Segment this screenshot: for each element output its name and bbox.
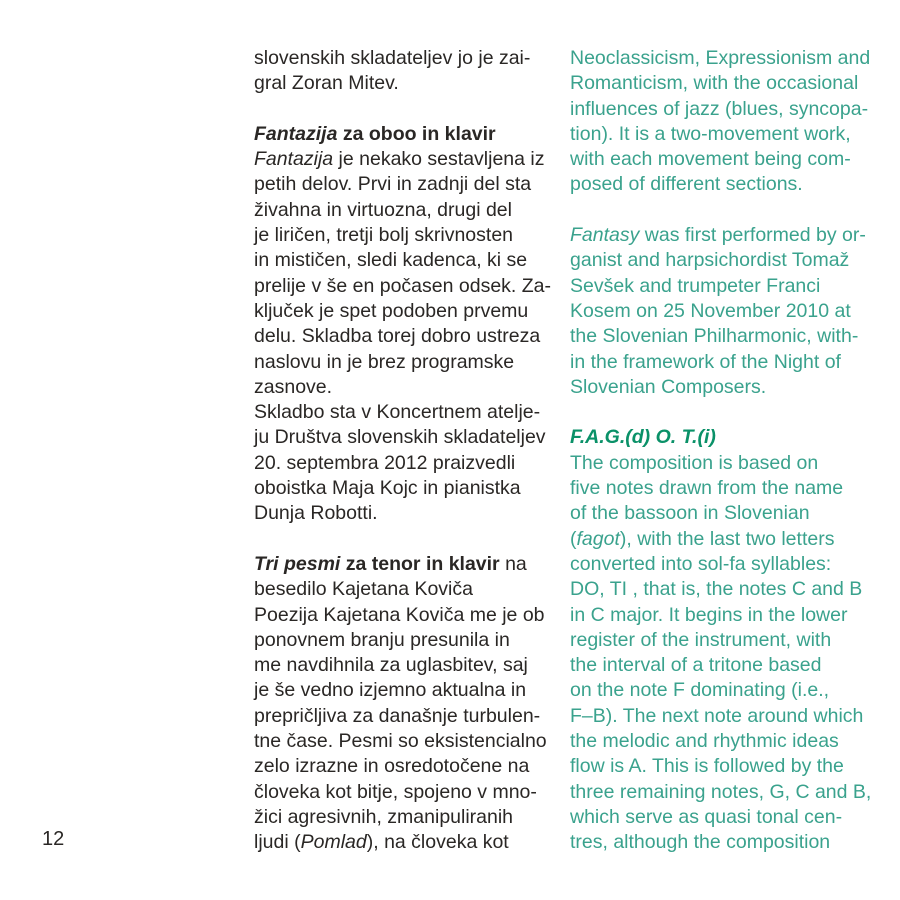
text-line: je še vedno izjemno aktualna in bbox=[254, 679, 527, 702]
text-line: človeka kot bitje, spojeno v mno- bbox=[254, 780, 537, 803]
text-line: influences of jazz (blues, syncopa- bbox=[570, 97, 869, 120]
text-line: zasnove. bbox=[254, 375, 333, 398]
text-line: petih delov. Prvi in zadnji del sta bbox=[254, 173, 532, 196]
text-line: converted into sol-fa syllables: bbox=[570, 552, 832, 575]
text-line: tres, although the composition bbox=[570, 831, 831, 854]
text-line: živahna in virtuozna, drugi del bbox=[254, 198, 512, 221]
text-line: prelije v še en počasen odsek. Za- bbox=[254, 274, 551, 297]
text-line: in mističen, sledi kadenca, ki se bbox=[254, 249, 528, 272]
text-line: Fantasy was first performed by or- bbox=[570, 224, 866, 247]
text-line: register of the instrument, with bbox=[570, 628, 832, 651]
text-line: flow is A. This is followed by the bbox=[570, 755, 844, 778]
text-line bbox=[570, 198, 900, 223]
text-line: Dunja Robotti. bbox=[254, 502, 378, 525]
text-line: Romanticism, with the occasional bbox=[570, 72, 859, 95]
text-line bbox=[570, 400, 900, 425]
text-line: which serve as quasi tonal cen- bbox=[570, 805, 843, 828]
text-line: Kosem on 25 November 2010 at bbox=[570, 299, 851, 322]
text-line: the melodic and rhythmic ideas bbox=[570, 730, 839, 753]
text-line: besedilo Kajetana Koviča bbox=[254, 578, 473, 601]
text-line: Neoclassicism, Expressionism and bbox=[570, 47, 871, 69]
text-line: ključek je spet podoben prvemu bbox=[254, 299, 529, 322]
text-line: in C major. It begins in the lower bbox=[570, 603, 848, 626]
text-line bbox=[254, 527, 570, 552]
text-line: F–B). The next note around which bbox=[570, 704, 864, 727]
text-line: DO, TI , that is, the notes C and B bbox=[570, 578, 863, 601]
text-line: three remaining notes, G, C and B, bbox=[570, 780, 872, 803]
text-line: F.A.G.(d) O. T.(i) bbox=[570, 426, 716, 449]
text-line bbox=[254, 97, 570, 122]
text-line: in the framework of the Night of bbox=[570, 350, 841, 373]
text-line: Fantazija za oboo in klavir bbox=[254, 122, 496, 145]
text-line: five notes drawn from the name bbox=[570, 477, 844, 500]
text-line: ju Društva slovenskih skladateljev bbox=[254, 426, 546, 449]
text-line: 20. septembra 2012 praizvedli bbox=[254, 451, 516, 474]
text-line: on the note F dominating (i.e., bbox=[570, 679, 830, 702]
text-line: ganist and harpsichordist Tomaž bbox=[570, 249, 850, 272]
text-line: gral Zoran Mitev. bbox=[254, 72, 399, 95]
text-line: (fagot), with the last two letters bbox=[570, 527, 835, 550]
text-line: naslovu in je brez programske bbox=[254, 350, 515, 373]
page-number: 12 bbox=[42, 828, 65, 850]
text-line: Sevšek and trumpeter Franci bbox=[570, 274, 821, 297]
text-line: žici agresivnih, zmanipuliranih bbox=[254, 805, 514, 828]
text-line: prepričljiva za današnje turbulen- bbox=[254, 704, 541, 727]
text-line: slovenskih skladateljev jo je zai- bbox=[254, 47, 531, 69]
text-line: of the bassoon in Slovenian bbox=[570, 502, 810, 525]
text-line: Skladbo sta v Koncertnem atelje- bbox=[254, 401, 541, 424]
text-line: with each movement being com- bbox=[570, 148, 851, 171]
text-line: The composition is based on bbox=[570, 451, 819, 474]
text-line: tion). It is a two-movement work, bbox=[570, 122, 851, 145]
text-line: oboistka Maja Kojc in pianistka bbox=[254, 477, 521, 500]
text-line: me navdihnila za uglasbitev, saj bbox=[254, 654, 528, 677]
text-line: tne čase. Pesmi so eksistencialno bbox=[254, 730, 547, 753]
text-line: delu. Skladba torej dobro ustreza bbox=[254, 325, 541, 348]
text-line: ljudi (Pomlad), na človeka kot bbox=[254, 831, 509, 854]
text-line: ponovnem branju presunila in bbox=[254, 628, 510, 651]
right-column-text bbox=[570, 46, 900, 856]
text-line: Poezija Kajetana Koviča me je ob bbox=[254, 603, 545, 626]
text-line: je liričen, tretji bolj skrivnosten bbox=[254, 224, 514, 247]
text-line: Slovenian Composers. bbox=[570, 375, 767, 398]
left-column-text bbox=[254, 46, 570, 856]
text-line: the interval of a tritone based bbox=[570, 654, 822, 677]
text-line: the Slovenian Philharmonic, with- bbox=[570, 325, 859, 348]
text-line: Fantazija je nekako sestavljena iz bbox=[254, 148, 545, 171]
text-line: Tri pesmi za tenor in klavir na bbox=[254, 552, 527, 575]
text-line: zelo izrazne in osredotočene na bbox=[254, 755, 530, 778]
text-line: posed of different sections. bbox=[570, 173, 803, 196]
